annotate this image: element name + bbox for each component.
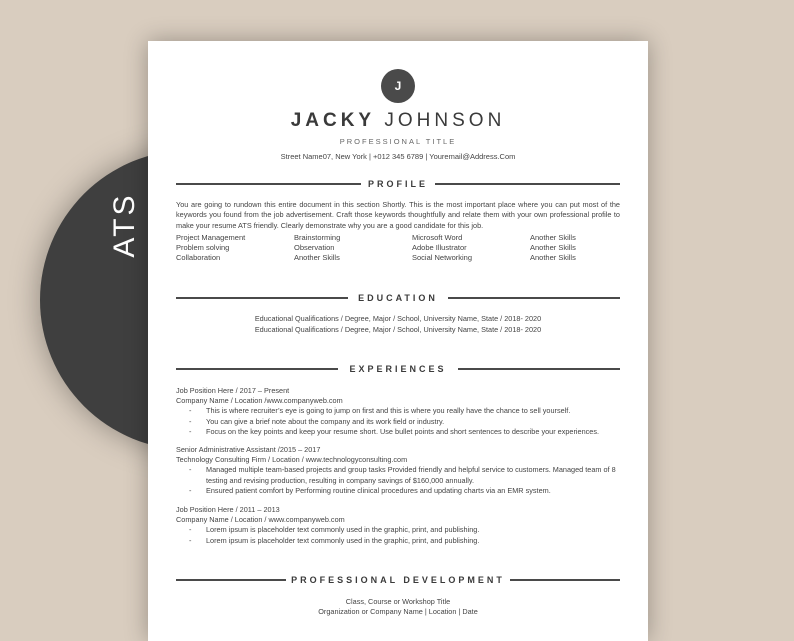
professional-development-item [148, 597, 648, 618]
job-bullets [176, 465, 620, 496]
course-title: Class, Course or Workshop Title [345, 597, 451, 606]
ats-label: ATS [108, 192, 141, 258]
resume-page [148, 41, 648, 641]
job-bullet: - Focus on the key points and keep your resume short. Use bullet points and short sentences to describe your experiences. [206, 427, 620, 437]
skill-item: Adobe Illustrator [412, 243, 467, 252]
section-title: EDUCATION [358, 293, 438, 303]
skill-item: Another Skills [530, 233, 576, 242]
profile-heading [176, 178, 620, 190]
profile-summary: You are going to rundown this entire document in this section Shortly. This is the most important place where you can put most of the keywords you found from the job advertisement. Craft those keywords thoughtfully and relate them with your own professional profile to make your resume ATS friendly. Clearly demonstrate why you are a good candidate for this job. [176, 200, 620, 230]
job-bullet: - Ensured patient comfort by Performing routine clinical procedures and updating charts via an EMR system. [206, 486, 620, 496]
education-item: Educational Qualifications / Degree, Major / School, University Name, State / 2018- 2020 [254, 314, 542, 323]
job-bullet: - Managed multiple team-based projects and group tasks Provided friendly and helpful service to customers. Managed team of 8 testing and revising production, resulting in company savings of $160,000 annually. [206, 465, 620, 485]
job-bullet: - This is where recruiter’s eye is going to jump on first and this is where you really have the chance to sell yourself. [206, 406, 620, 416]
job-bullet: - You can give a brief note about the company and its work field or industry. [206, 417, 620, 427]
skill-item: Social Networking [412, 253, 473, 262]
skill-item: Another Skills [530, 243, 576, 252]
experience-item [176, 505, 620, 546]
experiences-heading [176, 363, 620, 375]
job-company: Technology Consulting Firm / Location / www.technologyconsulting.com [176, 455, 408, 465]
job-position: Job Position Here / 2011 – 2013 [176, 505, 280, 514]
job-position: Job Position Here / 2017 – Present [176, 386, 290, 395]
last-name: JOHNSON [384, 110, 506, 131]
skill-item: Observation [294, 243, 335, 252]
education-heading [176, 292, 620, 304]
job-bullets [176, 406, 620, 437]
section-title: EXPERIENCES [349, 364, 447, 374]
skill-item: Microsoft Word [412, 233, 463, 242]
contact-line: Street Name07, New York | +012 345 6789 | Youremail@Address.Com [280, 152, 516, 161]
job-position: Senior Administrative Assistant /2015 – 2017 [176, 445, 321, 454]
skill-item: Problem solving [176, 243, 230, 252]
first-name: JACKY [290, 110, 376, 131]
job-company: Company Name / Location /www.companyweb.com [176, 396, 343, 406]
skill-item: Brainstorming [294, 233, 341, 242]
job-bullets [176, 525, 620, 545]
job-bullet: - Lorem ipsum is placeholder text commonly used in the graphic, print, and publishing. [206, 536, 620, 546]
skill-item: Another Skills [530, 253, 576, 262]
initial-avatar: J [381, 69, 415, 103]
skill-item: Another Skills [294, 253, 340, 262]
skill-item: Project Management [176, 233, 246, 242]
job-bullet: - Lorem ipsum is placeholder text commonly used in the graphic, print, and publishing. [206, 525, 620, 535]
skills-grid [176, 233, 620, 263]
experience-item [176, 445, 620, 496]
experience-item [176, 386, 620, 437]
job-company: Company Name / Location / www.companyweb.com [176, 515, 345, 525]
section-title: PROFESSIONAL DEVELOPMENT [291, 575, 505, 585]
professional-title: PROFESSIONAL TITLE [339, 137, 457, 146]
course-details: Organization or Company Name | Location | Date [318, 607, 478, 617]
education-item: Educational Qualifications / Degree, Major / School, University Name, State / 2018- 2020 [254, 324, 542, 334]
section-title: PROFILE [367, 179, 428, 189]
candidate-name [148, 110, 648, 132]
professional-development-heading [176, 574, 620, 586]
education-list [148, 314, 648, 335]
skill-item: Collaboration [176, 253, 221, 262]
